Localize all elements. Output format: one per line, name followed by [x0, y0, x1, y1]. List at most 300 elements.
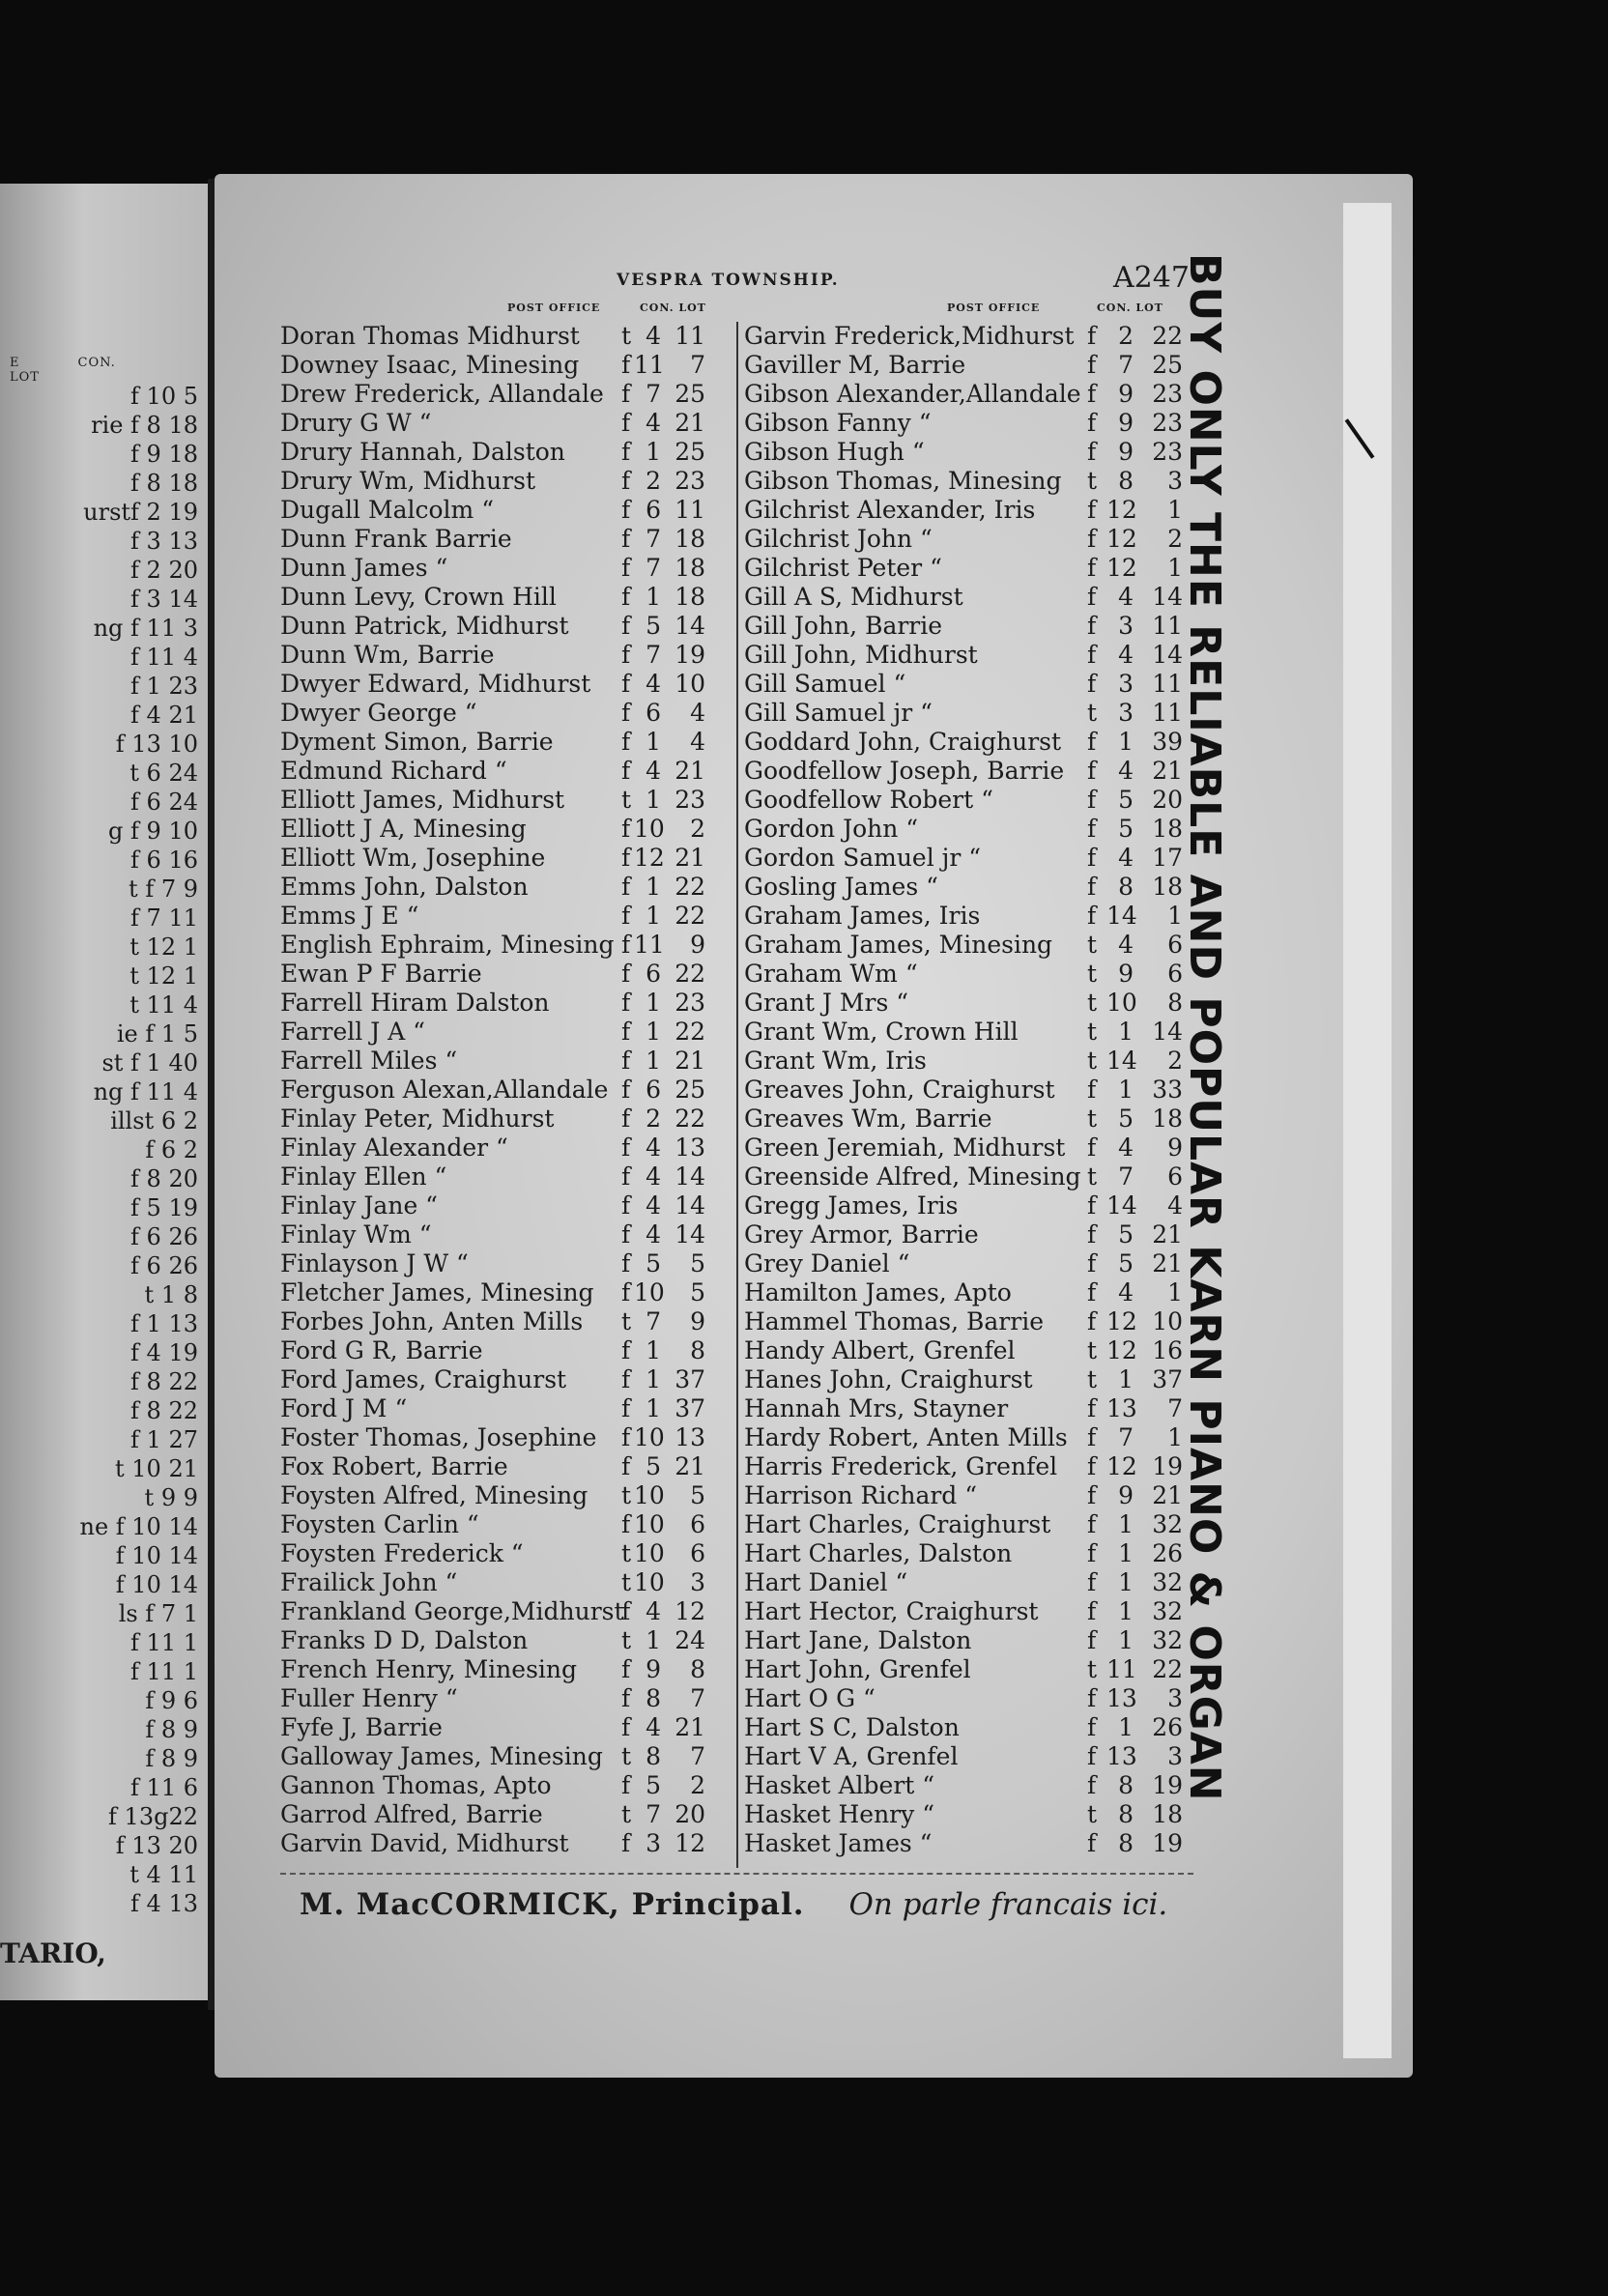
- entry-lot: 1: [1167, 1423, 1183, 1451]
- entry-type: f: [1087, 525, 1097, 553]
- entry-name: Farrell Hiram Dalston: [280, 989, 550, 1017]
- entry-name: Gannon Thomas, Apto: [280, 1771, 552, 1799]
- entry-lot: 14: [675, 612, 705, 640]
- entry-type: t: [1087, 989, 1098, 1017]
- entry-concession: 4: [646, 1191, 661, 1220]
- entry-name: Foysten Carlin “: [280, 1510, 479, 1538]
- entry-name: Foysten Frederick “: [280, 1539, 524, 1567]
- directory-entry: [744, 931, 1203, 960]
- directory-entry: [280, 1336, 732, 1365]
- entry-type: f: [1087, 1220, 1097, 1248]
- entry-lot: 32: [1152, 1568, 1183, 1596]
- entry-lot: 21: [1152, 1249, 1183, 1277]
- entry-type: f: [621, 351, 631, 379]
- directory-entry: [280, 1655, 732, 1684]
- directory-entry: [744, 1626, 1203, 1655]
- entry-type: f: [621, 380, 631, 408]
- entry-name: Finlay Peter, Midhurst: [280, 1105, 555, 1133]
- entry-concession: 1: [646, 1394, 661, 1422]
- entry-type: f: [1087, 1191, 1097, 1220]
- facing-page-row: f 3 14: [130, 586, 198, 613]
- entry-type: f: [621, 1684, 631, 1712]
- entry-type: f: [1087, 322, 1097, 350]
- footer-rule: [280, 1873, 1193, 1875]
- entry-concession: 1: [646, 1365, 661, 1393]
- facing-page-row: f 4 19: [130, 1339, 198, 1366]
- entry-type: f: [621, 1134, 631, 1162]
- entry-type: t: [621, 1568, 632, 1596]
- entry-lot: 2: [690, 815, 705, 843]
- entry-concession: 11: [634, 351, 665, 379]
- entry-name: Hanes John, Craighurst: [744, 1365, 1033, 1393]
- entry-concession: 1: [646, 1018, 661, 1046]
- entry-lot: 5: [690, 1481, 705, 1509]
- directory-entry: [280, 1597, 732, 1626]
- directory-entry: [280, 1713, 732, 1742]
- facing-page-row: f 1 23: [130, 673, 198, 700]
- directory-entry: [744, 351, 1203, 380]
- directory-entry: [744, 1191, 1203, 1220]
- entry-concession: 3: [1118, 699, 1134, 727]
- entry-name: Fletcher James, Minesing: [280, 1278, 594, 1306]
- entry-concession: 4: [646, 1162, 661, 1191]
- entry-name: Farrell J A “: [280, 1018, 425, 1046]
- entry-type: f: [621, 931, 631, 959]
- facing-page-row: rie f 8 18: [91, 412, 198, 439]
- entry-lot: 19: [675, 641, 705, 669]
- entry-type: f: [1087, 496, 1097, 524]
- entry-lot: 21: [1152, 1220, 1183, 1248]
- entry-name: Gibson Hugh “: [744, 438, 925, 466]
- entry-name: Hart Hector, Craighurst: [744, 1597, 1039, 1625]
- entry-lot: 20: [1152, 786, 1183, 814]
- facing-page-row: f 2 20: [130, 557, 198, 584]
- entry-lot: 2: [1167, 1047, 1183, 1075]
- entry-name: Green Jeremiah, Midhurst: [744, 1134, 1066, 1162]
- entry-concession: 1: [646, 583, 661, 611]
- entry-type: f: [1087, 380, 1097, 408]
- directory-entry: [280, 467, 732, 496]
- entry-type: f: [1087, 1481, 1097, 1509]
- entry-name: Drury G W “: [280, 409, 432, 437]
- entry-concession: 5: [646, 1771, 661, 1799]
- entry-lot: 14: [675, 1162, 705, 1191]
- entry-name: French Henry, Minesing: [280, 1655, 578, 1683]
- facing-page-row: f 13 20: [115, 1832, 198, 1859]
- entry-lot: 9: [1167, 1134, 1183, 1162]
- entry-name: Ford J M “: [280, 1394, 408, 1422]
- entry-name: Dyment Simon, Barrie: [280, 728, 554, 756]
- entry-name: Grant J Mrs “: [744, 989, 908, 1017]
- entry-lot: 18: [1152, 815, 1183, 843]
- entry-name: Harrison Richard “: [744, 1481, 978, 1509]
- directory-entry: [744, 1336, 1203, 1365]
- directory-entry: [280, 1829, 732, 1858]
- entry-type: f: [1087, 1626, 1097, 1654]
- entry-lot: 25: [1152, 351, 1183, 379]
- entry-concession: 1: [646, 438, 661, 466]
- entry-concession: 4: [1118, 641, 1134, 669]
- directory-entry: [280, 1539, 732, 1568]
- directory-entry: [744, 1047, 1203, 1076]
- entry-type: t: [621, 1742, 632, 1770]
- entry-type: f: [621, 728, 631, 756]
- directory-entry: [280, 612, 732, 641]
- facing-page-col-headers: [10, 356, 208, 385]
- entry-lot: 21: [1152, 1481, 1183, 1509]
- directory-entry: [280, 1134, 732, 1162]
- entry-lot: 6: [1167, 931, 1183, 959]
- entry-type: f: [621, 641, 631, 669]
- entry-lot: 23: [675, 467, 705, 495]
- entry-name: Hasket James “: [744, 1829, 933, 1857]
- entry-type: t: [621, 1481, 632, 1509]
- entry-concession: 7: [646, 1800, 661, 1828]
- entry-name: Dwyer George “: [280, 699, 477, 727]
- entry-concession: 8: [1118, 873, 1134, 901]
- entry-type: f: [621, 612, 631, 640]
- entry-lot: 22: [675, 960, 705, 988]
- entry-type: f: [1087, 873, 1097, 901]
- directory-entry: [280, 1307, 732, 1336]
- entry-type: f: [621, 1713, 631, 1741]
- entry-name: Drury Wm, Midhurst: [280, 467, 536, 495]
- entry-lot: 1: [1167, 496, 1183, 524]
- entry-lot: 2: [1167, 525, 1183, 553]
- entry-lot: 19: [1152, 1771, 1183, 1799]
- directory-entry: [280, 1423, 732, 1452]
- entry-type: f: [621, 1597, 631, 1625]
- entry-lot: 22: [675, 902, 705, 930]
- entry-type: t: [621, 1307, 632, 1335]
- entry-type: f: [1087, 583, 1097, 611]
- entry-name: Graham James, Iris: [744, 902, 981, 930]
- facing-page-row: f 9 6: [145, 1687, 198, 1714]
- facing-page-row: f 13g22: [108, 1803, 198, 1830]
- directory-entry: [744, 583, 1203, 612]
- directory-entry: [280, 786, 732, 815]
- directory-entry: [280, 554, 732, 583]
- entry-lot: 2: [690, 1771, 705, 1799]
- entry-type: f: [1087, 351, 1097, 379]
- entry-type: f: [1087, 554, 1097, 582]
- directory-entry: [744, 1539, 1203, 1568]
- entry-lot: 25: [675, 380, 705, 408]
- entry-lot: 13: [675, 1134, 705, 1162]
- entry-type: t: [621, 1626, 632, 1654]
- entry-name: Frankland George,Midhurst: [280, 1597, 624, 1625]
- column-divider: [736, 322, 738, 1868]
- directory-entry: [744, 844, 1203, 873]
- entry-concession: 4: [646, 409, 661, 437]
- facing-page-row: f 10 5: [130, 383, 198, 410]
- entry-lot: 18: [675, 525, 705, 553]
- entry-name: Goodfellow Joseph, Barrie: [744, 757, 1065, 785]
- entry-concession: 4: [1118, 583, 1134, 611]
- entry-type: f: [621, 757, 631, 785]
- facing-page-row: f 6 26: [130, 1252, 198, 1279]
- entry-lot: 4: [1167, 1191, 1183, 1220]
- entry-lot: 14: [1152, 1018, 1183, 1046]
- entry-concession: 14: [1106, 1047, 1137, 1075]
- directory-entry: [280, 873, 732, 902]
- entry-name: Graham Wm “: [744, 960, 918, 988]
- entry-concession: 1: [646, 728, 661, 756]
- entry-concession: 9: [1118, 438, 1134, 466]
- entry-type: f: [1087, 1423, 1097, 1451]
- entry-lot: 17: [1152, 844, 1183, 872]
- directory-entry: [280, 1394, 732, 1423]
- entry-name: Greenside Alfred, Minesing: [744, 1162, 1081, 1191]
- entry-lot: 21: [675, 844, 705, 872]
- entry-lot: 1: [1167, 554, 1183, 582]
- directory-entry: [280, 757, 732, 786]
- entry-name: Foysten Alfred, Minesing: [280, 1481, 589, 1509]
- facing-page-row: ls f 7 1: [118, 1600, 198, 1627]
- entry-name: Greaves Wm, Barrie: [744, 1105, 992, 1133]
- entry-type: f: [621, 496, 631, 524]
- entry-lot: 9: [690, 931, 705, 959]
- entry-type: f: [1087, 1452, 1097, 1480]
- entry-concession: 6: [646, 1076, 661, 1104]
- entry-lot: 5: [690, 1249, 705, 1277]
- entry-type: f: [621, 1105, 631, 1133]
- entry-name: Hamilton James, Apto: [744, 1278, 1012, 1306]
- entry-concession: 3: [1118, 612, 1134, 640]
- entry-lot: 11: [675, 322, 705, 350]
- entry-concession: 13: [1106, 1684, 1137, 1712]
- entry-lot: 16: [1152, 1336, 1183, 1364]
- directory-entry: [744, 902, 1203, 931]
- facing-page-row: f 6 26: [130, 1223, 198, 1250]
- entry-lot: 21: [675, 1713, 705, 1741]
- facing-page-row: f 8 20: [130, 1165, 198, 1192]
- entry-lot: 11: [1152, 612, 1183, 640]
- directory-entry: [280, 1191, 732, 1220]
- entry-name: Gill Samuel jr “: [744, 699, 933, 727]
- entry-lot: 21: [675, 409, 705, 437]
- entry-name: Gilchrist John “: [744, 525, 933, 553]
- entry-concession: 4: [646, 670, 661, 698]
- entry-type: f: [621, 1510, 631, 1538]
- entry-type: f: [1087, 1713, 1097, 1741]
- entry-type: t: [1087, 467, 1098, 495]
- entry-name: Elliott Wm, Josephine: [280, 844, 546, 872]
- entry-lot: 21: [675, 757, 705, 785]
- entry-concession: 12: [1106, 525, 1137, 553]
- directory-entry: [744, 1684, 1203, 1713]
- entry-lot: 24: [675, 1626, 705, 1654]
- entry-name: Hart Jane, Dalston: [744, 1626, 972, 1654]
- entry-concession: 8: [1118, 1800, 1134, 1828]
- entry-concession: 1: [646, 902, 661, 930]
- directory-entry: [280, 351, 732, 380]
- entry-name: Finlayson J W “: [280, 1249, 469, 1277]
- entry-name: Gill A S, Midhurst: [744, 583, 963, 611]
- entry-name: Foster Thomas, Josephine: [280, 1423, 597, 1451]
- directory-entry: [744, 670, 1203, 699]
- facing-page-row: f 10 14: [115, 1542, 198, 1569]
- directory-entry: [744, 873, 1203, 902]
- directory-entry: [744, 612, 1203, 641]
- entry-type: t: [1087, 699, 1098, 727]
- entry-concession: 7: [1118, 1162, 1134, 1191]
- directory-entry: [744, 1713, 1203, 1742]
- entry-type: f: [1087, 641, 1097, 669]
- facing-page-fragment: [0, 184, 211, 2000]
- directory-entry: [744, 1220, 1203, 1249]
- directory-entry: [280, 409, 732, 438]
- entry-lot: 7: [690, 1684, 705, 1712]
- directory-entry: [280, 1800, 732, 1829]
- facing-col-header: CON. LOT: [10, 356, 116, 385]
- entry-name: Elliott J A, Minesing: [280, 815, 527, 843]
- entry-name: Finlay Ellen “: [280, 1162, 447, 1191]
- entry-lot: 6: [690, 1510, 705, 1538]
- entry-type: t: [621, 786, 632, 814]
- directory-entry: [744, 1018, 1203, 1047]
- entry-lot: 12: [675, 1597, 705, 1625]
- french-note: On parle francais ici.: [848, 1887, 1168, 1922]
- facing-page-row: ng f 11 4: [93, 1078, 198, 1105]
- facing-page-row: f 7 11: [130, 904, 198, 932]
- entry-lot: 22: [675, 873, 705, 901]
- entry-name: Emms J E “: [280, 902, 419, 930]
- entry-concession: 4: [1118, 844, 1134, 872]
- principal-text: M. MacCORMICK, Principal.: [300, 1887, 805, 1922]
- directory-entry: [744, 1481, 1203, 1510]
- entry-type: f: [621, 583, 631, 611]
- entry-concession: 10: [634, 1423, 665, 1451]
- directory-entry: [744, 989, 1203, 1018]
- entry-name: Gordon Samuel jr “: [744, 844, 982, 872]
- directory-entry: [744, 728, 1203, 757]
- directory-entry: [744, 1452, 1203, 1481]
- directory-entry: [280, 525, 732, 554]
- entry-concession: 1: [646, 1047, 661, 1075]
- entry-type: t: [1087, 1162, 1098, 1191]
- entry-lot: 26: [1152, 1713, 1183, 1741]
- entry-concession: 5: [646, 1249, 661, 1277]
- directory-entry: [280, 815, 732, 844]
- entry-name: Goodfellow Robert “: [744, 786, 993, 814]
- entry-name: Hart V A, Grenfel: [744, 1742, 959, 1770]
- entry-name: Hasket Albert “: [744, 1771, 935, 1799]
- facing-page-row: f 8 22: [130, 1368, 198, 1395]
- entry-type: t: [1087, 931, 1098, 959]
- entry-concession: 4: [646, 1134, 661, 1162]
- directory-entry: [744, 1134, 1203, 1162]
- entry-concession: 12: [634, 844, 665, 872]
- entry-concession: 12: [1106, 554, 1137, 582]
- entry-lot: 18: [1152, 1800, 1183, 1828]
- entry-type: f: [621, 1076, 631, 1104]
- facing-page-row: f 8 22: [130, 1397, 198, 1424]
- entry-concession: 4: [646, 1597, 661, 1625]
- entry-name: English Ephraim, Minesing: [280, 931, 615, 959]
- entry-concession: 5: [1118, 1105, 1134, 1133]
- facing-page-row: f 10 14: [115, 1571, 198, 1598]
- entry-lot: 13: [675, 1423, 705, 1451]
- left-con-lot-header: CON. LOT: [640, 301, 706, 314]
- entry-name: Grant Wm, Iris: [744, 1047, 927, 1075]
- entry-lot: 4: [690, 728, 705, 756]
- right-column: [744, 322, 1203, 1858]
- directory-entry: [280, 1220, 732, 1249]
- entry-name: Finlay Jane “: [280, 1191, 438, 1220]
- directory-entry: [280, 1249, 732, 1278]
- entry-concession: 7: [646, 1307, 661, 1335]
- facing-page-row: f 1 27: [130, 1426, 198, 1453]
- directory-entry: [744, 1742, 1203, 1771]
- entry-name: Greaves John, Craighurst: [744, 1076, 1055, 1104]
- entry-type: f: [1087, 757, 1097, 785]
- left-post-office-header: POST OFFICE: [507, 301, 601, 314]
- entry-name: Garvin Frederick,Midhurst: [744, 322, 1075, 350]
- entry-type: f: [621, 1278, 631, 1306]
- entry-name: Gill Samuel “: [744, 670, 906, 698]
- facing-page-row: illst 6 2: [110, 1107, 198, 1134]
- entry-name: Gordon John “: [744, 815, 919, 843]
- entry-concession: 6: [646, 699, 661, 727]
- entry-type: f: [621, 815, 631, 843]
- entry-name: Gilchrist Peter “: [744, 554, 942, 582]
- entry-concession: 5: [1118, 1220, 1134, 1248]
- entry-name: Hart Charles, Craighurst: [744, 1510, 1051, 1538]
- entry-concession: 5: [1118, 1249, 1134, 1277]
- directory-entry: [744, 1829, 1203, 1858]
- facing-page-row: f 3 13: [130, 528, 198, 555]
- facing-page-row: f 11 1: [130, 1658, 198, 1685]
- entry-concession: 3: [1118, 670, 1134, 698]
- facing-page-row: f 11 4: [130, 644, 198, 671]
- entry-type: f: [621, 1655, 631, 1683]
- entry-type: f: [621, 1191, 631, 1220]
- entry-name: Fyfe J, Barrie: [280, 1713, 443, 1741]
- entry-lot: 11: [675, 496, 705, 524]
- entry-concession: 4: [1118, 1134, 1134, 1162]
- entry-name: Hasket Henry “: [744, 1800, 934, 1828]
- entry-name: Gregg James, Iris: [744, 1191, 959, 1220]
- entry-lot: 19: [1152, 1829, 1183, 1857]
- entry-concession: 12: [1106, 496, 1137, 524]
- entry-concession: 7: [646, 525, 661, 553]
- entry-type: t: [1087, 1800, 1098, 1828]
- entry-concession: 4: [646, 1220, 661, 1248]
- directory-entry: [280, 1076, 732, 1105]
- entry-type: t: [621, 322, 632, 350]
- entry-concession: 4: [1118, 931, 1134, 959]
- directory-entry: [744, 1365, 1203, 1394]
- entry-concession: 10: [634, 815, 665, 843]
- entry-concession: 8: [646, 1684, 661, 1712]
- side-advertisement: BUY ONLY THE RELIABLE AND POPULAR KARN PIANO & ORGAN: [1180, 253, 1229, 1802]
- entry-concession: 13: [1106, 1742, 1137, 1770]
- entry-type: f: [1087, 1510, 1097, 1538]
- entry-concession: 1: [1118, 1568, 1134, 1596]
- directory-entry: [280, 699, 732, 728]
- facing-page-row: urstf 2 19: [83, 499, 198, 526]
- page-footer: [300, 1887, 1167, 1922]
- page-edge: [1343, 203, 1392, 2058]
- entry-concession: 1: [1118, 728, 1134, 756]
- directory-entry: [744, 1597, 1203, 1626]
- directory-entry: [744, 380, 1203, 409]
- entry-type: f: [1087, 1076, 1097, 1104]
- directory-entry: [744, 467, 1203, 496]
- entry-name: Garrod Alfred, Barrie: [280, 1800, 543, 1828]
- directory-entry: [744, 322, 1203, 351]
